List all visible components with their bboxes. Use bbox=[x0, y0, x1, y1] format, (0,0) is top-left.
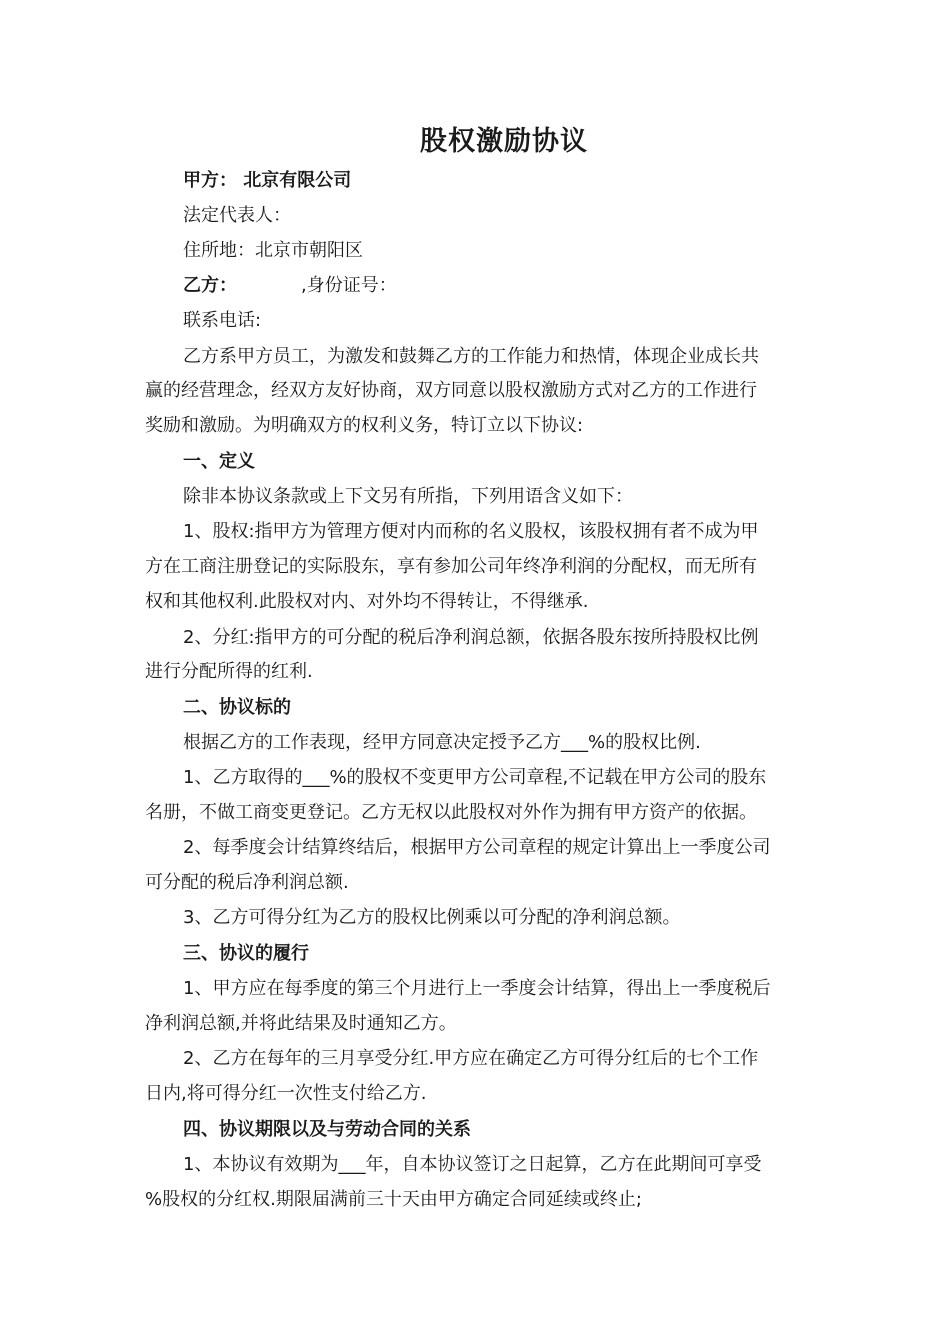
document-title: 股权激励协议 bbox=[420, 126, 588, 157]
section-4-heading: 四、协议期限以及与劳动合同的关系 bbox=[183, 1119, 471, 1140]
preamble-line: 乙方系甲方员工，为激发和鼓舞乙方的工作能力和热情，体现企业成长共 bbox=[183, 346, 759, 367]
party-b-phone: 联系电话: bbox=[183, 310, 262, 331]
s2-item3-line: 3、乙方可得分红为乙方的股权比例乘以可分配的净利润总额。 bbox=[183, 907, 681, 928]
s2-item2-line: 可分配的税后净利润总额. bbox=[145, 872, 349, 893]
s3-item1-line: 净利润总额,并将此结果及时通知乙方。 bbox=[145, 1013, 457, 1034]
s1-item2-line: 2、分红:指甲方的可分配的税后净利润总额，依据各股东按所持股权比例 bbox=[183, 627, 759, 648]
s1-item1-line: 方在工商注册登记的实际股东，享有参加公司年终净利润的分配权，而无所有 bbox=[145, 556, 757, 577]
s1-item2-line: 进行分配所得的红利. bbox=[145, 661, 313, 682]
party-a-name: 北京有限公司 bbox=[243, 170, 352, 191]
section-1-heading: 一、定义 bbox=[183, 451, 255, 472]
s1-item1-line: 权和其他权利.此股权对内、对外均不得转让，不得继承. bbox=[145, 591, 589, 612]
section-2-heading: 二、协议标的 bbox=[183, 697, 291, 718]
party-a-line bbox=[183, 163, 810, 199]
legal-representative: 法定代表人： bbox=[183, 205, 291, 226]
party-a-label: 甲方： bbox=[183, 170, 237, 191]
party-a-address: 住所地：北京市朝阳区 bbox=[183, 240, 363, 261]
party-b-id-label: ,身份证号： bbox=[301, 275, 397, 296]
section-3-heading: 三、协议的履行 bbox=[183, 943, 309, 964]
s4-item1-line: 1、本协议有效期为___年，自本协议签订之日起算，乙方在此期间可享受 bbox=[183, 1154, 762, 1175]
s2-item1-line: 名册，不做工商变更登记。乙方无权以此股权对外作为拥有甲方资产的依据。 bbox=[145, 802, 757, 823]
section-1-intro: 除非本协议条款或上下文另有所指，下列用语含义如下： bbox=[183, 486, 633, 507]
s2-item2-line: 2、每季度会计结算终结后，根据甲方公司章程的规定计算出上一季度公司 bbox=[183, 837, 771, 858]
party-b-label: 乙方： bbox=[183, 275, 237, 296]
s2-item1-line: 1、乙方取得的___%的股权不变更甲方公司章程,不记载在甲方公司的股东 bbox=[183, 767, 767, 788]
preamble-line: 奖励和激励。为明确双方的权利义务，特订立以下协议: bbox=[145, 415, 584, 436]
section-2-intro: 根据乙方的工作表现，经甲方同意决定授予乙方___%的股权比例. bbox=[183, 732, 701, 753]
s3-item2-line: 日内,将可得分红一次性支付给乙方. bbox=[145, 1083, 427, 1104]
s4-item1-line: %股权的分红权.期限届满前三十天由甲方确定合同延续或终止; bbox=[145, 1189, 642, 1210]
preamble-line: 赢的经营理念，经双方友好协商，双方同意以股权激励方式对乙方的工作进行 bbox=[145, 380, 757, 401]
s1-item1-line: 1、股权:指甲方为管理方便对内而称的名义股权，该股权拥有者不成为甲 bbox=[183, 521, 759, 542]
s3-item1-line: 1、甲方应在每季度的第三个月进行上一季度会计结算，得出上一季度税后 bbox=[183, 978, 771, 999]
s3-item2-line: 2、乙方在每年的三月享受分红.甲方应在确定乙方可得分红后的七个工作 bbox=[183, 1048, 759, 1069]
party-b-line bbox=[183, 268, 810, 304]
